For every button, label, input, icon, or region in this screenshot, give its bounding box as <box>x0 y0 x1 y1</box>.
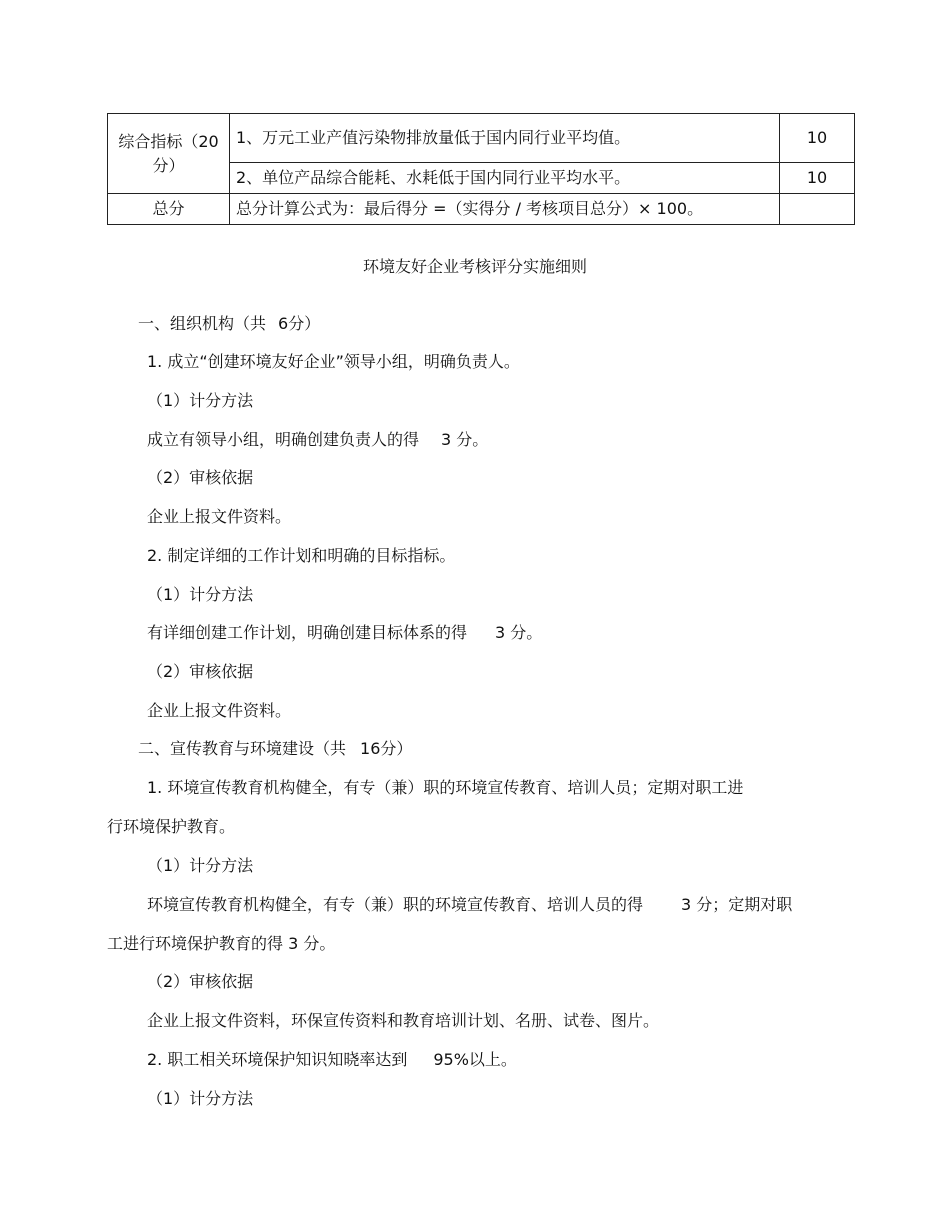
category-cell: 总分 <box>108 194 230 225</box>
paragraph-score: 3 分。 <box>441 430 489 449</box>
sub-heading: （2）审核依据 <box>147 468 254 487</box>
paragraph-text: 环境宣传教育机构健全，有专（兼）职的环境宣传教育、培训人员的得 <box>147 895 644 914</box>
paragraph <box>147 622 542 644</box>
document-title: 环境友好企业考核评分实施细则 <box>362 257 587 276</box>
list-item: 1. 环境宣传教育机构健全，有专（兼）职的环境宣传教育、培训人员；定期对职工进 <box>147 778 744 797</box>
paragraph <box>147 894 792 916</box>
paragraph-score: 3 分；定期对职 <box>681 895 793 914</box>
list-item-text: 2. 职工相关环境保护知识知晓率达到 <box>147 1050 408 1069</box>
paragraph: 企业上报文件资料。 <box>147 701 292 720</box>
table-row <box>108 114 855 163</box>
section-heading-text: 二、宣传教育与环境建设（共 <box>138 739 347 758</box>
table-row <box>108 194 855 225</box>
paragraph: 企业上报文件资料，环保宣传资料和教育培训计划、名册、试卷、图片。 <box>147 1011 660 1030</box>
section-heading-score: 6分） <box>278 314 321 333</box>
section-heading-score: 16分） <box>360 739 413 758</box>
section-heading <box>138 313 320 335</box>
score-table <box>107 113 855 225</box>
section-heading <box>138 738 412 760</box>
item-cell: 2、单位产品综合能耗、水耗低于国内同行业平均水平。 <box>230 163 780 194</box>
paragraph-score: 3 分。 <box>495 623 543 642</box>
list-item-value: 95%以上。 <box>433 1050 517 1069</box>
paragraph-text: 有详细创建工作计划，明确创建目标体系的得 <box>147 623 468 642</box>
paragraph-continuation: 工进行环境保护教育的得 3 分。 <box>107 934 336 953</box>
category-cell: 综合指标（20分） <box>108 114 230 194</box>
item-cell: 总分计算公式为：最后得分 =（实得分 / 考核项目总分）× 100。 <box>230 194 780 225</box>
points-cell: 10 <box>780 163 855 194</box>
paragraph: 企业上报文件资料。 <box>147 507 292 526</box>
sub-heading: （2）审核依据 <box>147 972 254 991</box>
list-item: 1. 成立“创建环境友好企业”领导小组，明确负责人。 <box>147 352 520 371</box>
section-heading-text: 一、组织机构（共 <box>138 314 267 333</box>
sub-heading: （1）计分方法 <box>147 856 254 875</box>
item-cell: 1、万元工业产值污染物排放量低于国内同行业平均值。 <box>230 114 780 163</box>
points-cell <box>780 194 855 225</box>
sub-heading: （1）计分方法 <box>147 1089 254 1108</box>
sub-heading: （1）计分方法 <box>147 585 254 604</box>
paragraph-text: 成立有领导小组，明确创建负责人的得 <box>147 430 420 449</box>
list-item <box>147 1049 517 1071</box>
list-item: 2. 制定详细的工作计划和明确的目标指标。 <box>147 546 456 565</box>
sub-heading: （1）计分方法 <box>147 391 254 410</box>
points-cell: 10 <box>780 114 855 163</box>
paragraph <box>147 429 488 451</box>
list-item-continuation: 行环境保护教育。 <box>107 817 236 836</box>
sub-heading: （2）审核依据 <box>147 662 254 681</box>
